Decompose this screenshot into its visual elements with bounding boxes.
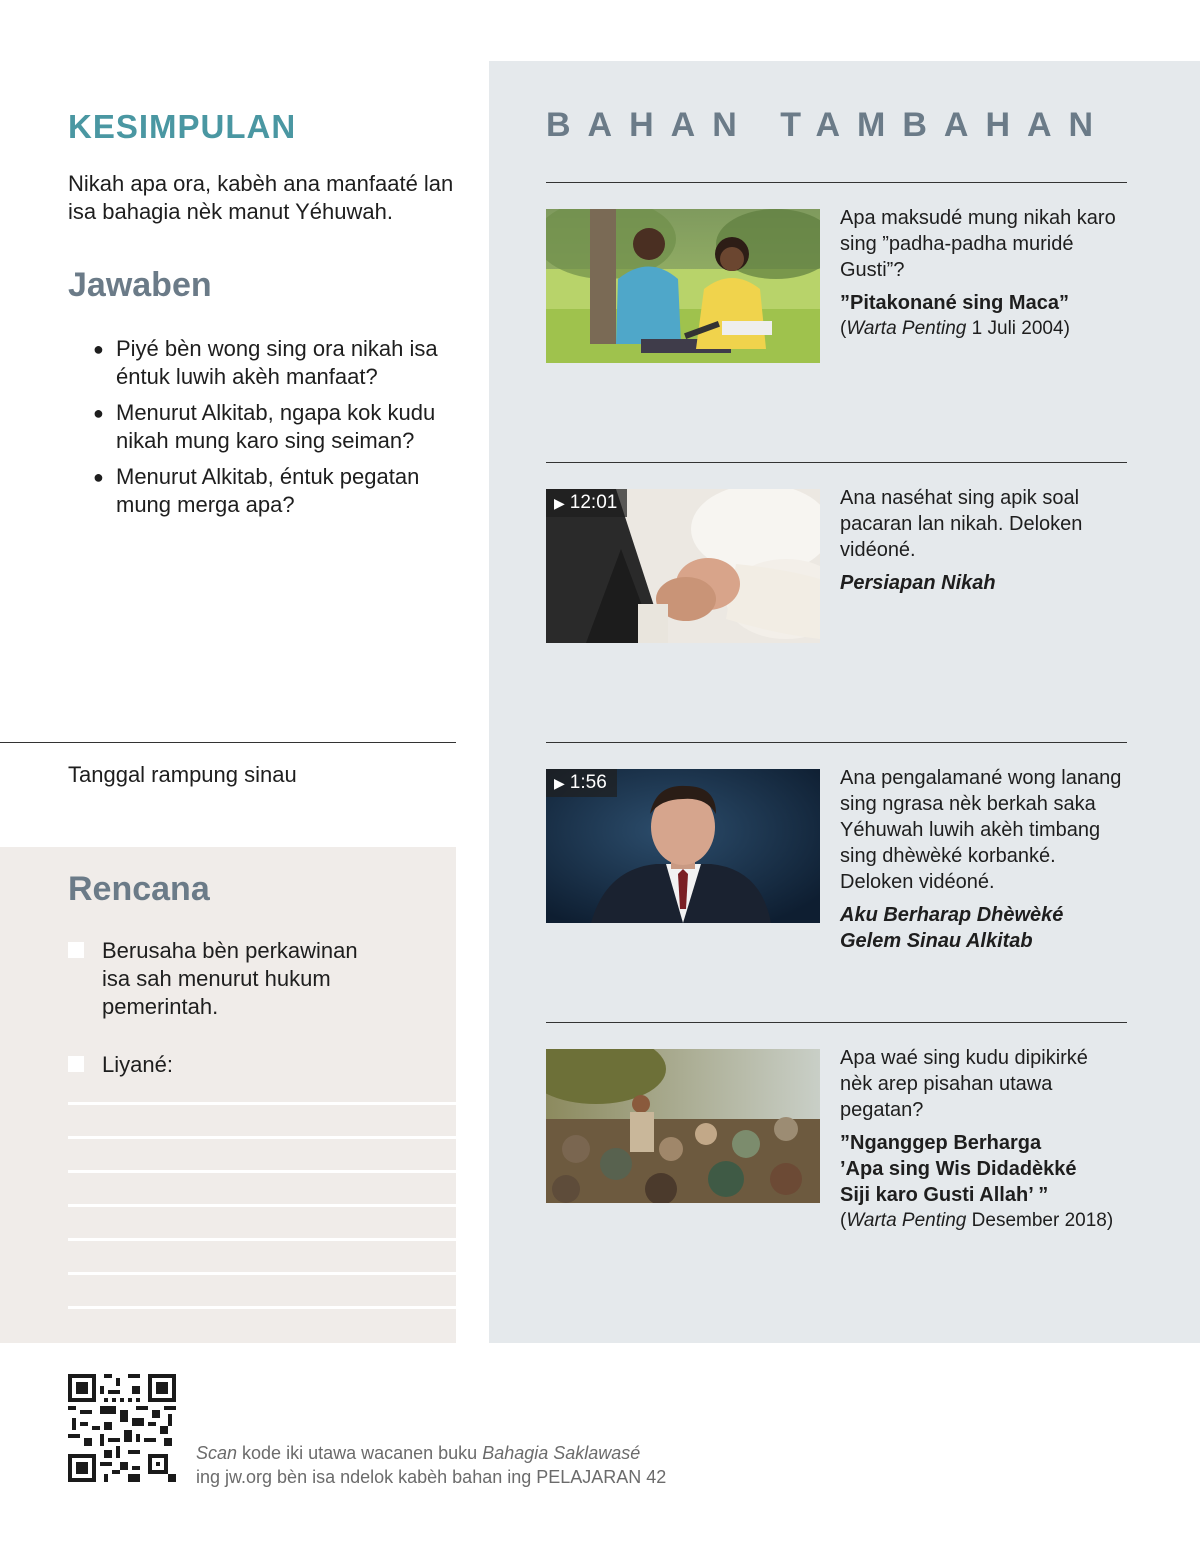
- couple-reading-bible-image[interactable]: [546, 209, 820, 363]
- goals-panel: [0, 847, 456, 1343]
- write-line[interactable]: [68, 1306, 456, 1309]
- write-line[interactable]: [68, 1272, 456, 1275]
- explore-question: Ana pengalamané wong lanang sing ngrasa nèk berkah saka Yéhuwah luwih akèh timbang sing dhèwèké korbanké. Deloken vidéoné.: [840, 767, 1122, 893]
- goal-item[interactable]: [68, 937, 388, 1021]
- explore-source-link[interactable]: Persiapan Nikah: [840, 572, 996, 594]
- explore-item[interactable]: [840, 205, 1132, 342]
- crowd-illustration: [546, 1049, 820, 1203]
- man-portrait-video-thumbnail[interactable]: [546, 769, 820, 923]
- couple-illustration: [546, 209, 820, 363]
- divider: [546, 1022, 1127, 1023]
- review-question: ● Menurut Alkitab, éntuk pegatan mung merga apa?: [93, 464, 420, 517]
- jesus-teaching-crowd-image[interactable]: [546, 1049, 820, 1203]
- bullet-icon: ●: [93, 467, 104, 487]
- explore-item[interactable]: [840, 765, 1132, 954]
- explore-source-link[interactable]: ”Pitakonané sing Maca”: [840, 292, 1069, 314]
- review-title: Jawaben: [68, 266, 212, 304]
- explore-item[interactable]: [840, 1045, 1132, 1234]
- play-icon: ▶: [554, 775, 565, 791]
- explore-item[interactable]: [840, 485, 1132, 596]
- footer-line-1: Scan kode iki utawa wacanen buku Bahagia Saklawasé: [196, 1443, 641, 1463]
- explore-title: BAHAN TAMBAHAN: [546, 106, 1111, 144]
- divider: [546, 462, 1127, 463]
- write-line[interactable]: [68, 1204, 456, 1207]
- write-line[interactable]: [68, 1238, 456, 1241]
- write-line[interactable]: [68, 1136, 456, 1139]
- qr-code-icon: [68, 1374, 176, 1482]
- publication-reference: (Warta Penting Desember 2018): [840, 1210, 1114, 1231]
- qr-code[interactable]: [68, 1374, 176, 1482]
- summary-text: Nikah apa ora, kabèh ana manfaaté lan isa bahagia nèk manut Yéhuwah.: [68, 171, 454, 224]
- checkbox-icon[interactable]: [68, 942, 84, 958]
- explore-question: Ana naséhat sing apik soal pacaran lan nikah. Deloken vidéoné.: [840, 487, 1083, 561]
- footer-line-2: ing jw.org bèn isa ndelok kabèh bahan ing PELAJARAN 42: [196, 1467, 667, 1487]
- date-completed-label: Tanggal rampung sinau: [68, 762, 297, 787]
- goal-label: Liyané:: [102, 1052, 173, 1077]
- explore-question: Apa waé sing kudu dipikirké nèk arep pisahan utawa pegatan?: [840, 1047, 1088, 1121]
- review-question: ● Menurut Alkitab, ngapa kok kudu nikah mung karo sing seiman?: [93, 400, 436, 453]
- summary-title: KESIMPULAN: [68, 108, 297, 145]
- publication-reference: (Warta Penting 1 Juli 2004): [840, 318, 1070, 339]
- play-icon: ▶: [554, 495, 565, 511]
- video-duration-badge: ▶ 1:56: [546, 769, 617, 797]
- explore-source-link[interactable]: Aku Berharap Dhèwèké Gelem Sinau Alkitab: [840, 904, 1064, 952]
- write-line[interactable]: [68, 1170, 456, 1173]
- explore-source-link[interactable]: ”Nganggep Berharga ’Apa sing Wis Didadèkké Siji karo Gusti Allah’ ”: [840, 1132, 1077, 1206]
- checkbox-icon[interactable]: [68, 1056, 84, 1072]
- goal-label: Berusaha bèn perkawinan isa sah menurut hukum pemerintah.: [102, 938, 358, 1019]
- review-question-list: [90, 335, 460, 527]
- goals-title: Rencana: [68, 870, 210, 908]
- divider: [546, 742, 1127, 743]
- divider: [546, 182, 1127, 183]
- date-divider: [0, 742, 456, 743]
- footer-instructions: [196, 1441, 666, 1489]
- video-duration-badge: ▶ 12:01: [546, 489, 627, 517]
- bullet-icon: ●: [93, 403, 104, 423]
- bullet-icon: ●: [93, 339, 104, 359]
- review-question: ● Piyé bèn wong sing ora nikah isa éntuk luwih akèh manfaat?: [93, 336, 438, 389]
- write-line[interactable]: [68, 1102, 456, 1105]
- holding-hands-video-thumbnail[interactable]: [546, 489, 820, 643]
- goal-item-other[interactable]: [68, 1051, 388, 1079]
- explore-question: Apa maksudé mung nikah karo sing ”padha-padha muridé Gusti”?: [840, 207, 1116, 281]
